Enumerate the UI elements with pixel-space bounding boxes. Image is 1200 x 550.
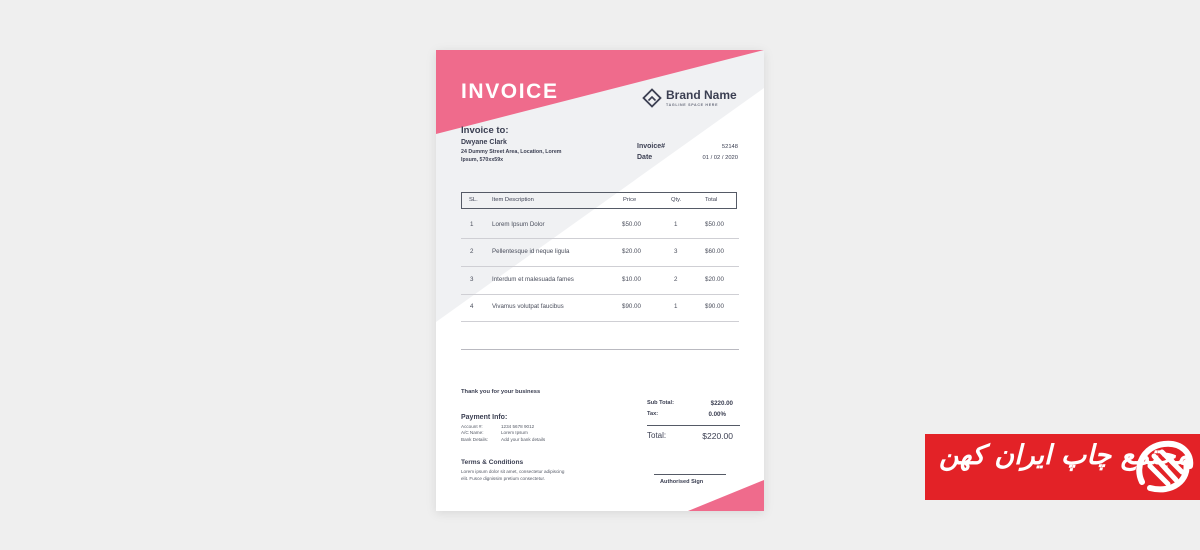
row-3-price: $10.00 <box>622 276 641 283</box>
authorised-sign-label: Authorised Sign <box>660 479 704 485</box>
bank-details-value: Add your bank details <box>501 437 546 442</box>
row-4-item: Vivamus volutpat faucibus <box>492 303 564 310</box>
header-total: Total <box>705 197 718 203</box>
tax-value: 0.00% <box>708 411 726 418</box>
terms-label: Terms & Conditions <box>461 459 524 466</box>
header-item: Item Description <box>492 197 534 203</box>
ribbon-logo-icon <box>1132 436 1196 498</box>
row-4-qty: 1 <box>674 303 678 310</box>
watermark-badge <box>925 434 1200 500</box>
row-divider <box>461 238 739 239</box>
tax-label: Tax: <box>647 411 659 417</box>
total-label: Total: <box>647 431 667 440</box>
totals-divider <box>647 425 740 426</box>
row-2-item: Pellentesque id neque ligula <box>492 248 570 255</box>
watermark-text: مجتمع چاپ ایران کهن <box>939 440 1191 471</box>
bank-details-label: Bank Details: <box>461 437 489 442</box>
row-divider <box>461 266 739 267</box>
signature-line <box>654 474 726 475</box>
row-divider <box>461 294 739 295</box>
date-label: Date <box>637 154 653 161</box>
row-4-sl: 4 <box>470 303 474 310</box>
payment-info-label: Payment Info: <box>461 414 508 421</box>
row-1-qty: 1 <box>674 221 678 228</box>
row-4-total: $90.00 <box>705 303 724 310</box>
customer-address: 24 Dummy Street Area, Location, Lorem Ipsum, 570xx59x <box>461 149 562 163</box>
brand-name: Brand Name <box>666 88 737 102</box>
row-1-sl: 1 <box>470 221 474 228</box>
invoice-to-label: Invoice to: <box>461 125 509 136</box>
row-2-price: $20.00 <box>622 248 641 255</box>
account-name-value: Lorem Ipsum <box>501 430 528 435</box>
row-3-sl: 3 <box>470 276 474 283</box>
account-name-label: A/C Name: <box>461 430 484 435</box>
customer-name: Dwyane Clark <box>461 139 507 146</box>
account-label: Account #: <box>461 424 483 429</box>
subtotal-label: Sub Total: <box>647 400 674 406</box>
row-2-total: $60.00 <box>705 248 724 255</box>
header-price: Price <box>623 197 637 203</box>
invoice-number-label: Invoice# <box>637 143 666 150</box>
subtotal-value: $220.00 <box>710 400 733 407</box>
header-qty: Qty. <box>671 197 682 203</box>
row-1-price: $50.00 <box>622 221 641 228</box>
invoice-number-value: 52148 <box>721 144 738 150</box>
row-3-item: Interdum et malesuada fames <box>492 276 574 283</box>
terms-text: Lorem ipsum dolor sit amet, consectetur adipiscing elit. Fusce dignissim pretium consectetur. <box>461 469 565 481</box>
table-bottom-line <box>461 349 739 350</box>
row-4-price: $90.00 <box>622 303 641 310</box>
row-3-qty: 2 <box>674 276 678 283</box>
invoice-title: INVOICE <box>461 80 559 103</box>
brand-block <box>642 88 737 108</box>
row-divider <box>461 321 739 322</box>
account-value: 1234 5678 9012 <box>501 424 535 429</box>
date-value: 01 / 02 / 2020 <box>702 155 738 161</box>
invoice-sheet <box>436 50 764 511</box>
house-diamond-icon <box>642 88 662 108</box>
total-value: $220.00 <box>702 431 733 441</box>
thank-you-note: Thank you for your business <box>461 389 541 395</box>
row-2-qty: 3 <box>674 248 678 255</box>
row-2-sl: 2 <box>470 248 474 255</box>
row-1-total: $50.00 <box>705 221 724 228</box>
row-1-item: Lorem Ipsum Dolor <box>492 221 545 228</box>
brand-tagline: TAGLINE SPACE HERE <box>666 103 719 107</box>
row-3-total: $20.00 <box>705 276 724 283</box>
header-sl: SL. <box>469 197 478 203</box>
